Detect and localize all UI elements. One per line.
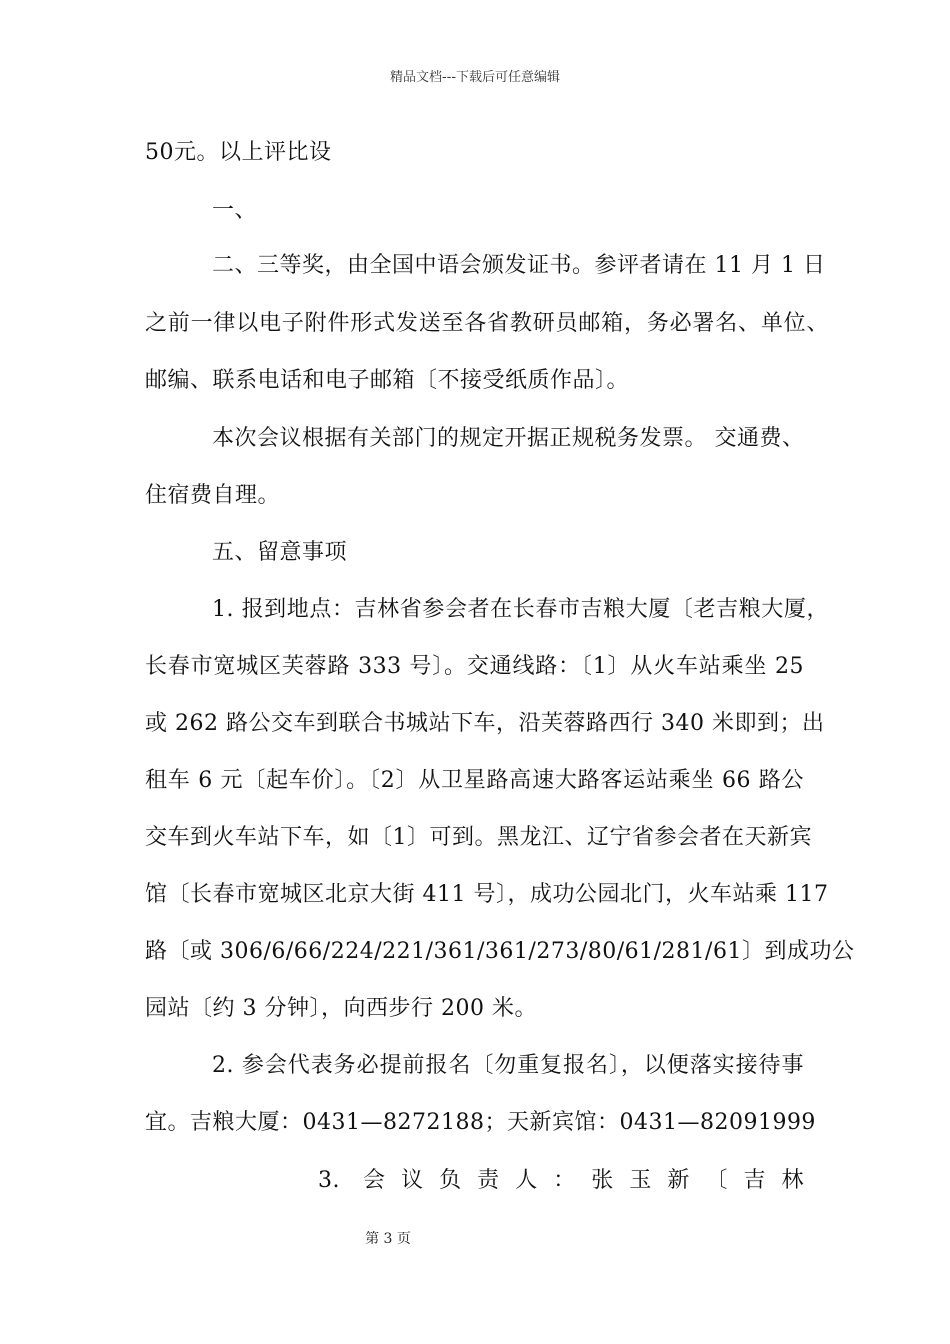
page-header: 精品文档---下载后可任意编辑 [389, 70, 561, 85]
page-number: 第 3 页 [365, 1231, 411, 1247]
body-line: 住宿费自理。 [145, 483, 281, 508]
body-line: 本次会议根据有关部门的规定开据正规税务发票。 交通费、 [212, 426, 805, 451]
body-line: 路〔或 306/6/66/224/221/361/361/273/80/61/281/61〕到成功公 [145, 939, 855, 964]
body-line: 2. 参会代表务必提前报名〔勿重复报名〕，以便落实接待事 [212, 1053, 804, 1078]
body-line: 二、三等奖，由全国中语会颁发证书。参评者请在 11 月 1 日 [212, 253, 826, 278]
body-line: 之前一律以电子附件形式发送至各省教研员邮箱，务必署名、单位、 [145, 311, 829, 336]
body-line: 50元。以上评比设 [145, 140, 332, 165]
body-line: 馆〔长春市宽城区北京大街 411 号〕，成功公园北门，火车站乘 117 [145, 882, 829, 907]
body-line: 长春市宽城区芙蓉路 333 号〕。交通线路：〔1〕从火车站乘坐 25 [145, 654, 804, 679]
body-line: 租车 6 元〔起车价〕。〔2〕从卫星路高速大路客运站乘坐 66 路公 [145, 768, 804, 793]
body-line: 3. 会议负责人：张玉新〔吉林 [318, 1168, 804, 1193]
body-line: 园站〔约 3 分钟〕，向西步行 200 米。 [145, 996, 537, 1021]
body-line: 1. 报到地点：吉林省参会者在长春市吉粮大厦〔老吉粮大厦， [212, 597, 829, 622]
body-line: 邮编、联系电话和电子邮箱〔不接受纸质作品〕。 [145, 368, 630, 393]
body-line: 宜。吉粮大厦：0431—8272188；天新宾馆：0431—82091999 [145, 1110, 816, 1135]
body-line: 交车到火车站下车，如〔1〕可到。黑龙江、辽宁省参会者在天新宾 [145, 825, 812, 850]
body-line: 或 262 路公交车到联合书城站下车，沿芙蓉路西行 340 米即到；出 [145, 711, 825, 736]
section-heading: 五、留意事项 [212, 540, 348, 565]
body-line: 一、 [212, 198, 258, 223]
